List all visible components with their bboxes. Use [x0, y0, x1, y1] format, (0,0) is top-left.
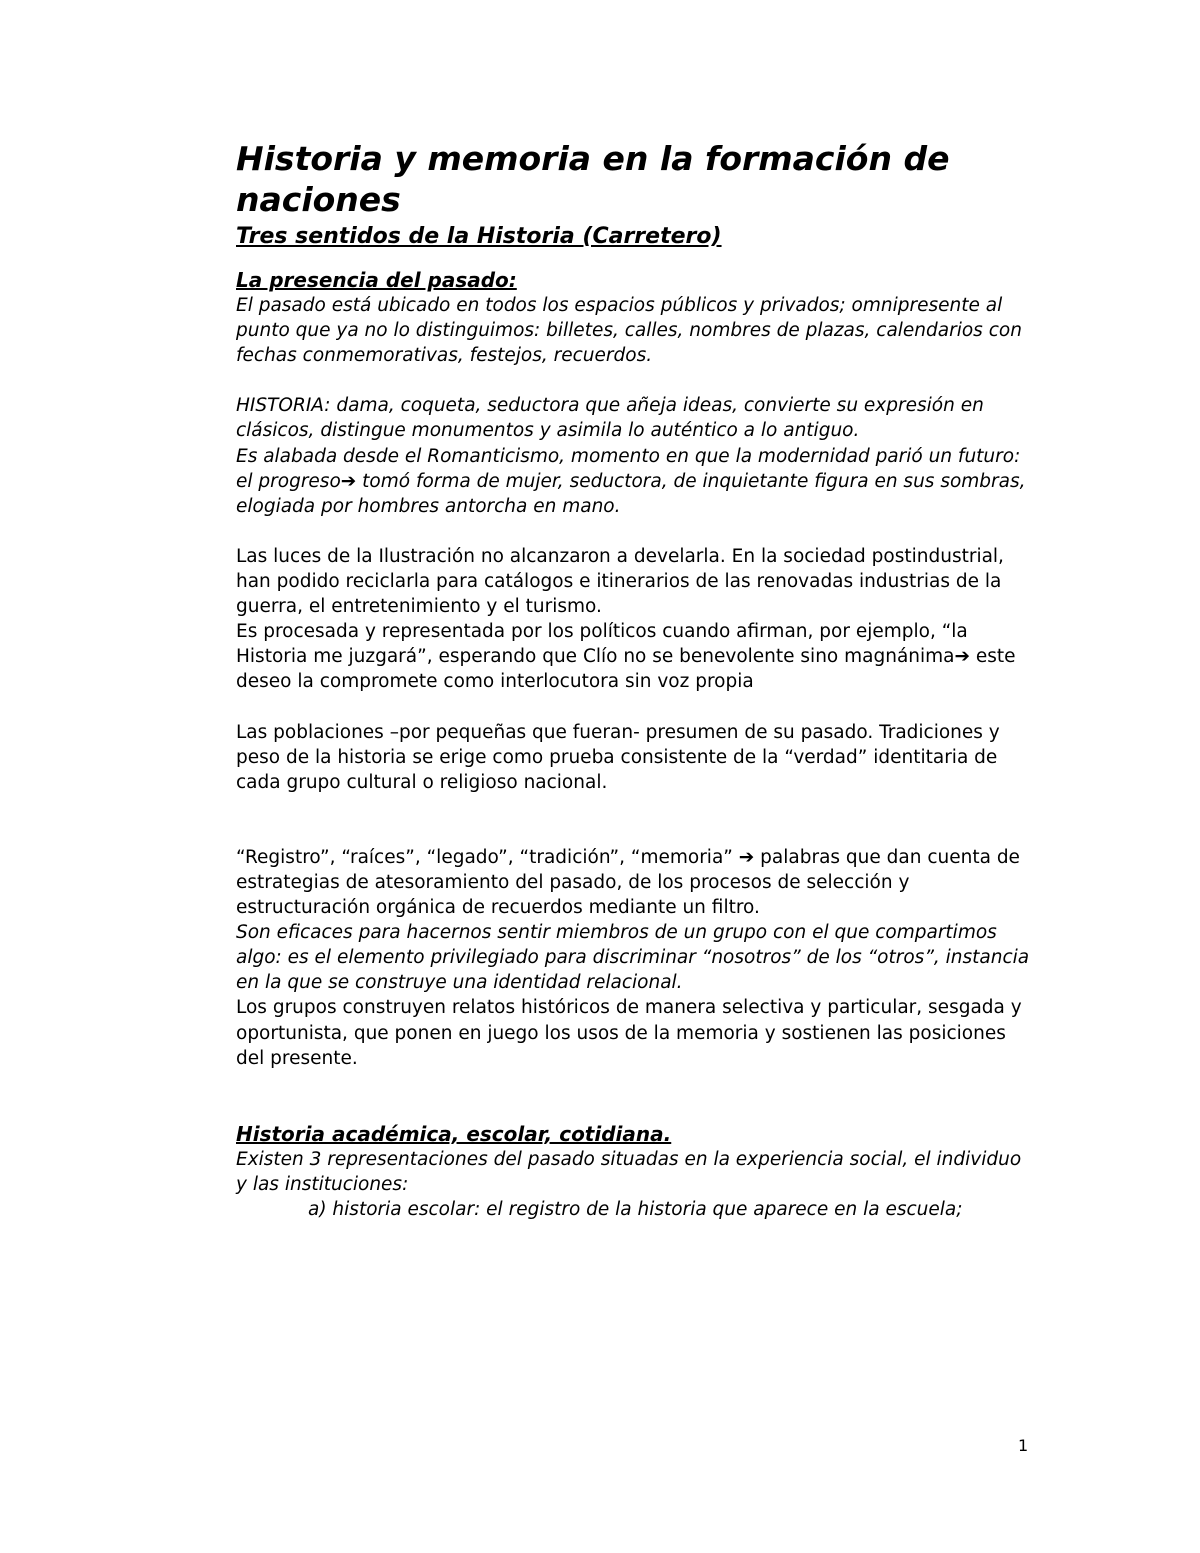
text-run: Es procesada y representada por los políticos cuando afirman, por ejemplo, “la Historia me juzgará”, esperando que Clío no se benevolente sino magnánima — [236, 621, 968, 668]
document-subtitle: Tres sentidos de la Historia (Carretero) — [236, 224, 722, 249]
text-run: Es alabada desde el Romanticismo, momento en que la modernidad parió un futuro: el progreso — [236, 445, 1021, 492]
list-item: a) historia escolar: el registro de la historia que aparece en la escuela; — [308, 1198, 963, 1220]
paragraph: Son eficaces para hacernos sentir miembros de un grupo con el que compartimos algo: es el elemento privilegiado para discriminar “nosotros” de los “otros”, instancia en la que se construye una identidad relacional. — [236, 922, 1030, 994]
section-heading-historia-academica: Historia académica, escolar, cotidiana. — [236, 1121, 672, 1146]
spacer — [236, 368, 1036, 393]
arrow-icon: ➔ — [738, 846, 755, 868]
paragraph: Existen 3 representaciones del pasado situadas en la experiencia social, el individuo y las instituciones: — [236, 1148, 1022, 1195]
arrow-icon: ➔ — [340, 470, 357, 492]
paragraph — [236, 845, 1036, 920]
paragraph — [236, 619, 1036, 694]
paragraph: El pasado está ubicado en todos los espacios públicos y privados; omnipresente al punto que ya no lo distinguimos: billetes, calles, nombres de plazas, calendarios con fechas conmemorativas, festejos, recuerdos. — [236, 295, 1022, 367]
spacer — [236, 519, 1036, 544]
spacer — [236, 1071, 1036, 1121]
spacer — [236, 795, 1036, 845]
spacer — [236, 253, 1036, 267]
paragraph: Los grupos construyen relatos históricos de manera selectiva y particular, sesgada y oportunista, que ponen en juego los usos de la memoria y sostienen las posiciones del presente. — [236, 997, 1022, 1069]
text-run: este deseo la compromete como interlocutora sin voz propia — [236, 646, 1016, 693]
paragraph: HISTORIA: dama, coqueta, seductora que añeja ideas, convierte su expresión en clásicos, distingue monumentos y asimila lo auténtico a lo antiguo. — [236, 395, 984, 442]
paragraph — [236, 444, 1036, 519]
page-number: 1 — [1018, 1436, 1029, 1455]
document-body — [236, 138, 1036, 1222]
text-run: palabras que dan cuenta de estrategias de atesoramiento del pasado, de los procesos de selección y estructuración orgánica de recuerdos mediante un filtro. — [236, 846, 1020, 919]
arrow-icon: ➔ — [954, 646, 971, 668]
paragraph: Las poblaciones –por pequeñas que fueran- presumen de su pasado. Tradiciones y peso de la historia se erige como prueba consistente de la “verdad” identitaria de cada grupo cultural o religioso nacional. — [236, 721, 1000, 793]
text-run: tomó forma de mujer, seductora, de inquietante figura en sus sombras, elogiada por hombres antorcha en mano. — [236, 470, 1026, 517]
paragraph: Las luces de la Ilustración no alcanzaron a develarla. En la sociedad postindustrial, han podido reciclarla para catálogos e itinerarios de las renovadas industrias de la guerra, el entretenimiento y el turismo. — [236, 545, 1004, 618]
spacer — [236, 695, 1036, 720]
document-title: Historia y memoria en la formación de naciones — [236, 139, 950, 219]
section-heading-presencia: La presencia del pasado: — [236, 268, 517, 292]
text-run: “Registro”, “raíces”, “legado”, “tradición”, “memoria” — [236, 846, 739, 868]
